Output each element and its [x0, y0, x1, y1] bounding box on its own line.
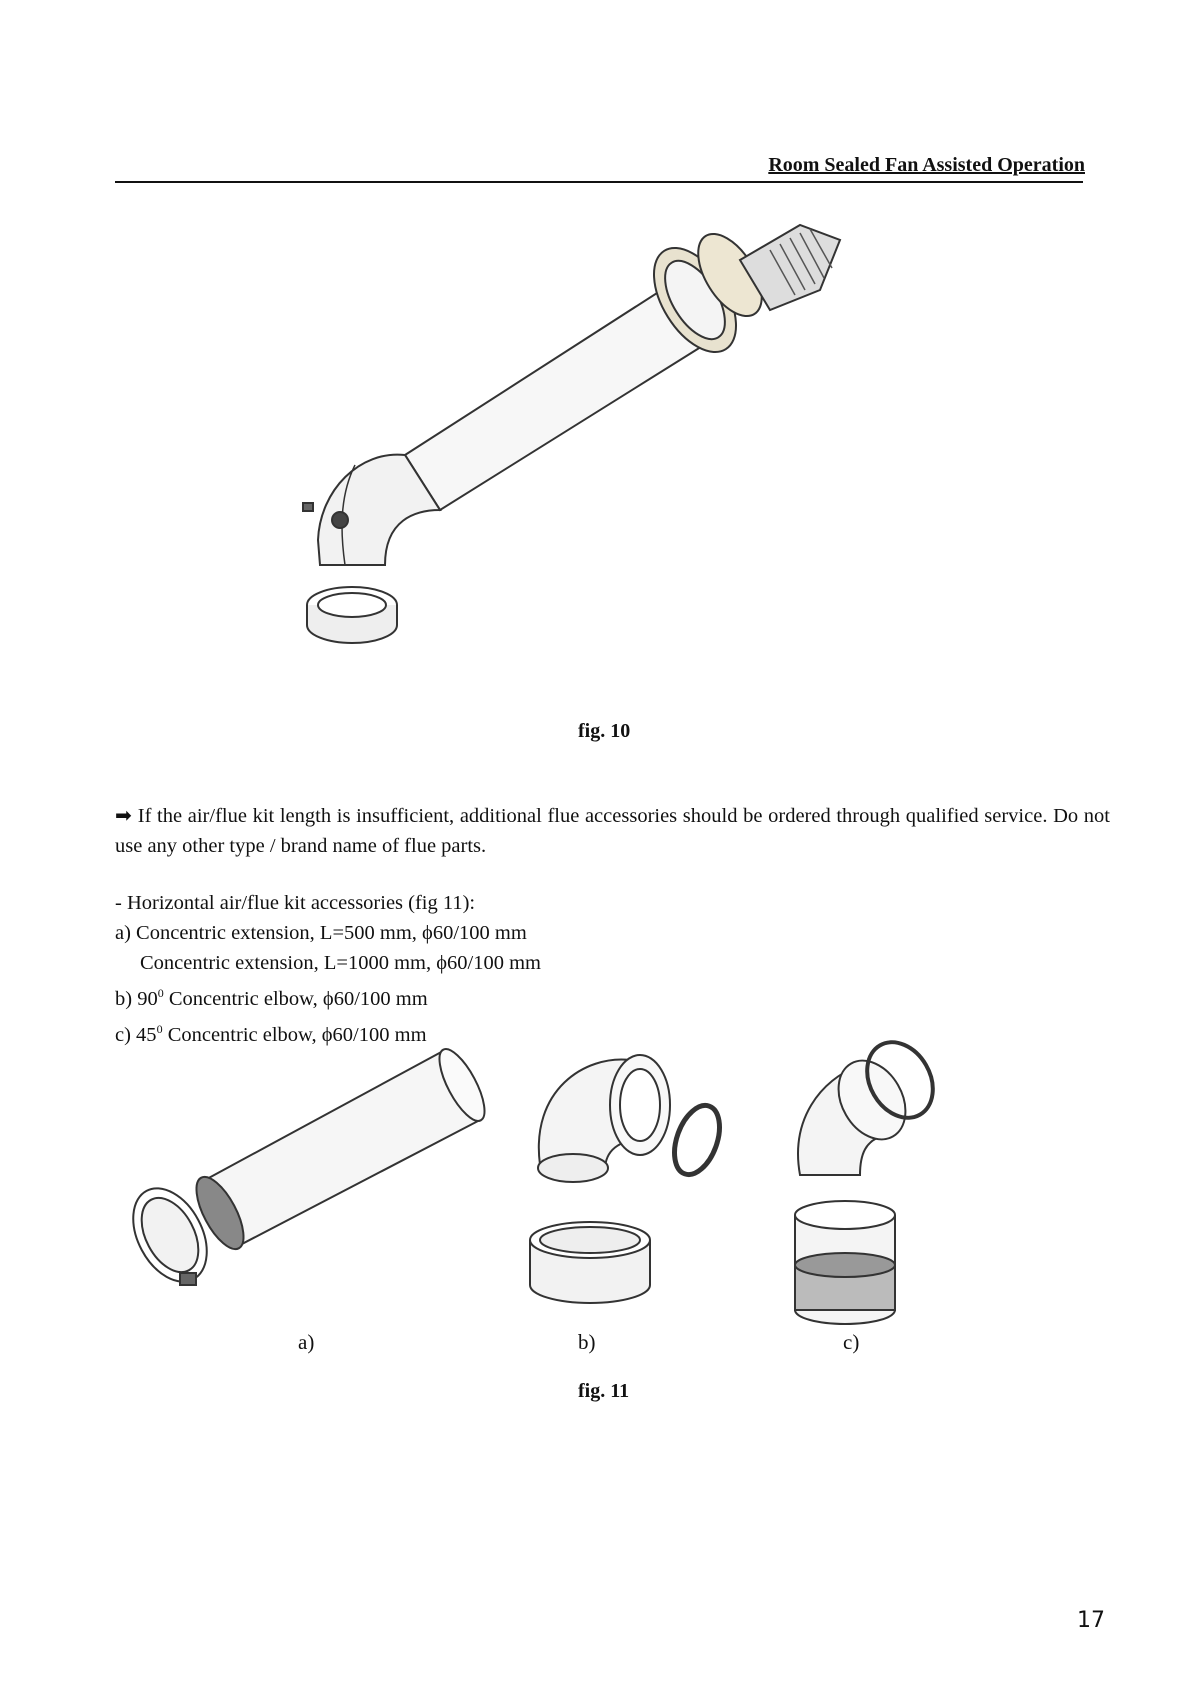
notice-paragraph: [115, 800, 1110, 861]
accessories-intro: - Horizontal air/flue kit accessories (fig 11):: [115, 892, 476, 914]
notice-text: If the air/flue kit length is insufficient, additional flue accessories should be ordered through qualified service. Do not use any other type / brand name of flue parts.: [115, 805, 1110, 857]
accessory-c-degree: 0: [156, 1021, 163, 1036]
figure-11-label-b: b): [578, 1330, 596, 1354]
figure-10-caption: fig. 10: [578, 720, 631, 742]
flue-kit-drawing: [300, 220, 920, 700]
arrow-right-icon: ➡: [115, 803, 132, 827]
accessory-b: [115, 978, 541, 1014]
accessories-list: [115, 888, 541, 1050]
accessory-a1: a) Concentric extension, L=500 mm, ϕ60/100 mm: [115, 922, 527, 944]
accessory-b-text: Concentric elbow, ϕ60/100 mm: [163, 987, 428, 1010]
accessory-c-prefix: c) 45: [115, 1023, 157, 1046]
page-number: 17: [1077, 1608, 1105, 1633]
accessory-a2: Concentric extension, L=1000 mm, ϕ60/100 mm: [140, 952, 541, 974]
header-rule: [115, 181, 1083, 183]
figure-11-caption: fig. 11: [578, 1380, 630, 1402]
accessory-b-degree: 0: [157, 986, 164, 1000]
elbow-90-drawing: [525, 1050, 740, 1310]
figure-11-label-c: c): [843, 1330, 860, 1354]
accessory-c-text: Concentric elbow, ϕ60/100 mm: [162, 1023, 427, 1046]
accessory-b-prefix: b) 90: [115, 987, 158, 1010]
figure-11-label-a: a): [298, 1330, 315, 1354]
elbow-45-drawing: [780, 1040, 955, 1320]
concentric-extension-drawing: [120, 1045, 500, 1305]
header-title: Room Sealed Fan Assisted Operation: [768, 154, 1085, 176]
